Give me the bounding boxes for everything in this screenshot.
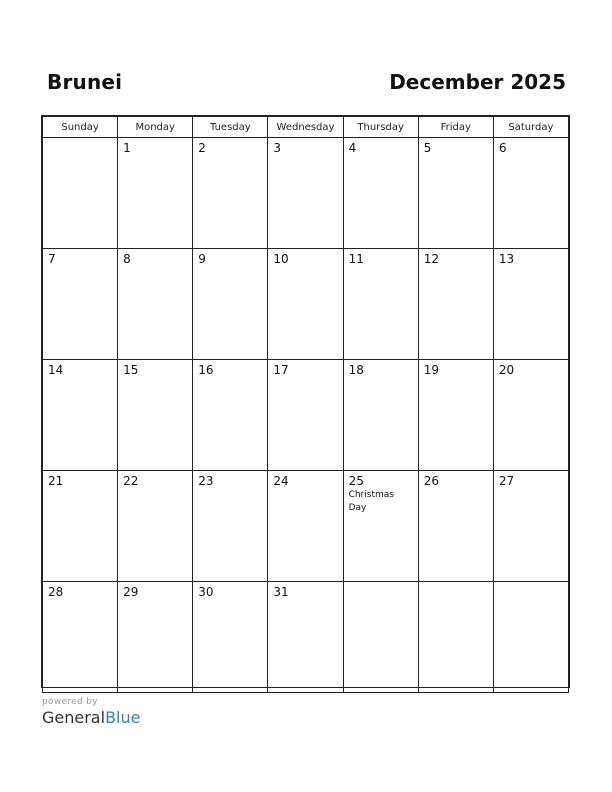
day-cell bbox=[43, 582, 118, 693]
day-cell bbox=[118, 360, 193, 471]
weekday-header: Wednesday bbox=[268, 117, 343, 138]
calendar-body bbox=[43, 138, 569, 693]
day-cell bbox=[418, 360, 493, 471]
day-cell bbox=[343, 471, 418, 582]
day-cell bbox=[493, 360, 568, 471]
day-cell bbox=[43, 471, 118, 582]
day-cell bbox=[493, 471, 568, 582]
day-cell bbox=[418, 138, 493, 249]
day-number: 14 bbox=[48, 363, 64, 377]
day-number: 27 bbox=[498, 474, 515, 488]
calendar-week-row bbox=[43, 360, 569, 471]
day-number: 5 bbox=[423, 141, 432, 155]
day-number: 3 bbox=[273, 141, 282, 155]
day-number: 25 bbox=[348, 474, 364, 488]
day-cell bbox=[193, 138, 268, 249]
day-number: 26 bbox=[423, 474, 439, 488]
day-number: 21 bbox=[48, 474, 64, 488]
day-number: 12 bbox=[423, 252, 439, 266]
day-cell bbox=[343, 360, 418, 471]
calendar-week-row bbox=[43, 471, 569, 582]
day-cell bbox=[193, 360, 268, 471]
brand-part-blue: Blue bbox=[105, 708, 141, 727]
brand-part-general: General bbox=[42, 708, 106, 727]
powered-by-text: powered by bbox=[42, 697, 98, 707]
day-number: 17 bbox=[273, 363, 289, 377]
day-number: 22 bbox=[123, 474, 139, 488]
day-cell bbox=[193, 582, 268, 693]
day-number: 23 bbox=[198, 474, 214, 488]
day-number: 19 bbox=[423, 363, 439, 377]
day-cell bbox=[493, 138, 568, 249]
day-number: 31 bbox=[273, 585, 289, 599]
calendar-grid bbox=[41, 115, 570, 688]
weekday-header-row bbox=[43, 117, 569, 138]
day-number: 11 bbox=[348, 252, 364, 266]
day-number: 13 bbox=[498, 252, 515, 266]
day-number: 7 bbox=[48, 252, 56, 266]
day-number: 15 bbox=[123, 363, 139, 377]
calendar-week-row bbox=[43, 249, 569, 360]
day-cell bbox=[118, 582, 193, 693]
weekday-header: Sunday bbox=[43, 117, 118, 138]
day-cell bbox=[268, 360, 343, 471]
day-cell bbox=[193, 249, 268, 360]
day-cell bbox=[493, 582, 568, 693]
day-cell bbox=[118, 471, 193, 582]
calendar-week-row bbox=[43, 138, 569, 249]
day-cell bbox=[43, 360, 118, 471]
day-cell bbox=[118, 249, 193, 360]
day-cell bbox=[268, 138, 343, 249]
brand-logo bbox=[42, 708, 140, 727]
day-cell bbox=[418, 471, 493, 582]
day-cell bbox=[343, 249, 418, 360]
day-cell bbox=[493, 249, 568, 360]
month-year-title: December 2025 bbox=[389, 70, 566, 94]
day-number: 30 bbox=[198, 585, 214, 599]
day-cell bbox=[418, 249, 493, 360]
country-title: Brunei bbox=[47, 70, 123, 94]
holiday-event: Christmas Day bbox=[348, 490, 394, 513]
day-number: 4 bbox=[348, 141, 357, 155]
day-cell bbox=[343, 582, 418, 693]
weekday-header: Saturday bbox=[493, 117, 568, 138]
day-number: 2 bbox=[198, 141, 206, 155]
calendar-table bbox=[42, 116, 569, 693]
day-number: 10 bbox=[273, 252, 289, 266]
day-cell bbox=[343, 138, 418, 249]
day-number: 16 bbox=[198, 363, 214, 377]
calendar-week-row bbox=[43, 582, 569, 693]
day-cell bbox=[268, 471, 343, 582]
day-number: 29 bbox=[123, 585, 139, 599]
day-cell bbox=[268, 582, 343, 693]
day-cell bbox=[43, 138, 118, 249]
day-number: 20 bbox=[498, 363, 515, 377]
day-number: 24 bbox=[273, 474, 289, 488]
day-number: 6 bbox=[498, 141, 507, 155]
weekday-header: Tuesday bbox=[193, 117, 268, 138]
day-number: 28 bbox=[48, 585, 64, 599]
day-number: 9 bbox=[198, 252, 206, 266]
weekday-header: Friday bbox=[418, 117, 493, 138]
weekday-header: Monday bbox=[118, 117, 193, 138]
day-cell bbox=[418, 582, 493, 693]
footer bbox=[42, 697, 140, 727]
day-number: 8 bbox=[123, 252, 131, 266]
day-cell bbox=[268, 249, 343, 360]
day-cell bbox=[43, 249, 118, 360]
day-number: 18 bbox=[348, 363, 364, 377]
day-cell bbox=[118, 138, 193, 249]
weekday-header: Thursday bbox=[343, 117, 418, 138]
day-number: 1 bbox=[123, 141, 131, 155]
day-cell bbox=[193, 471, 268, 582]
